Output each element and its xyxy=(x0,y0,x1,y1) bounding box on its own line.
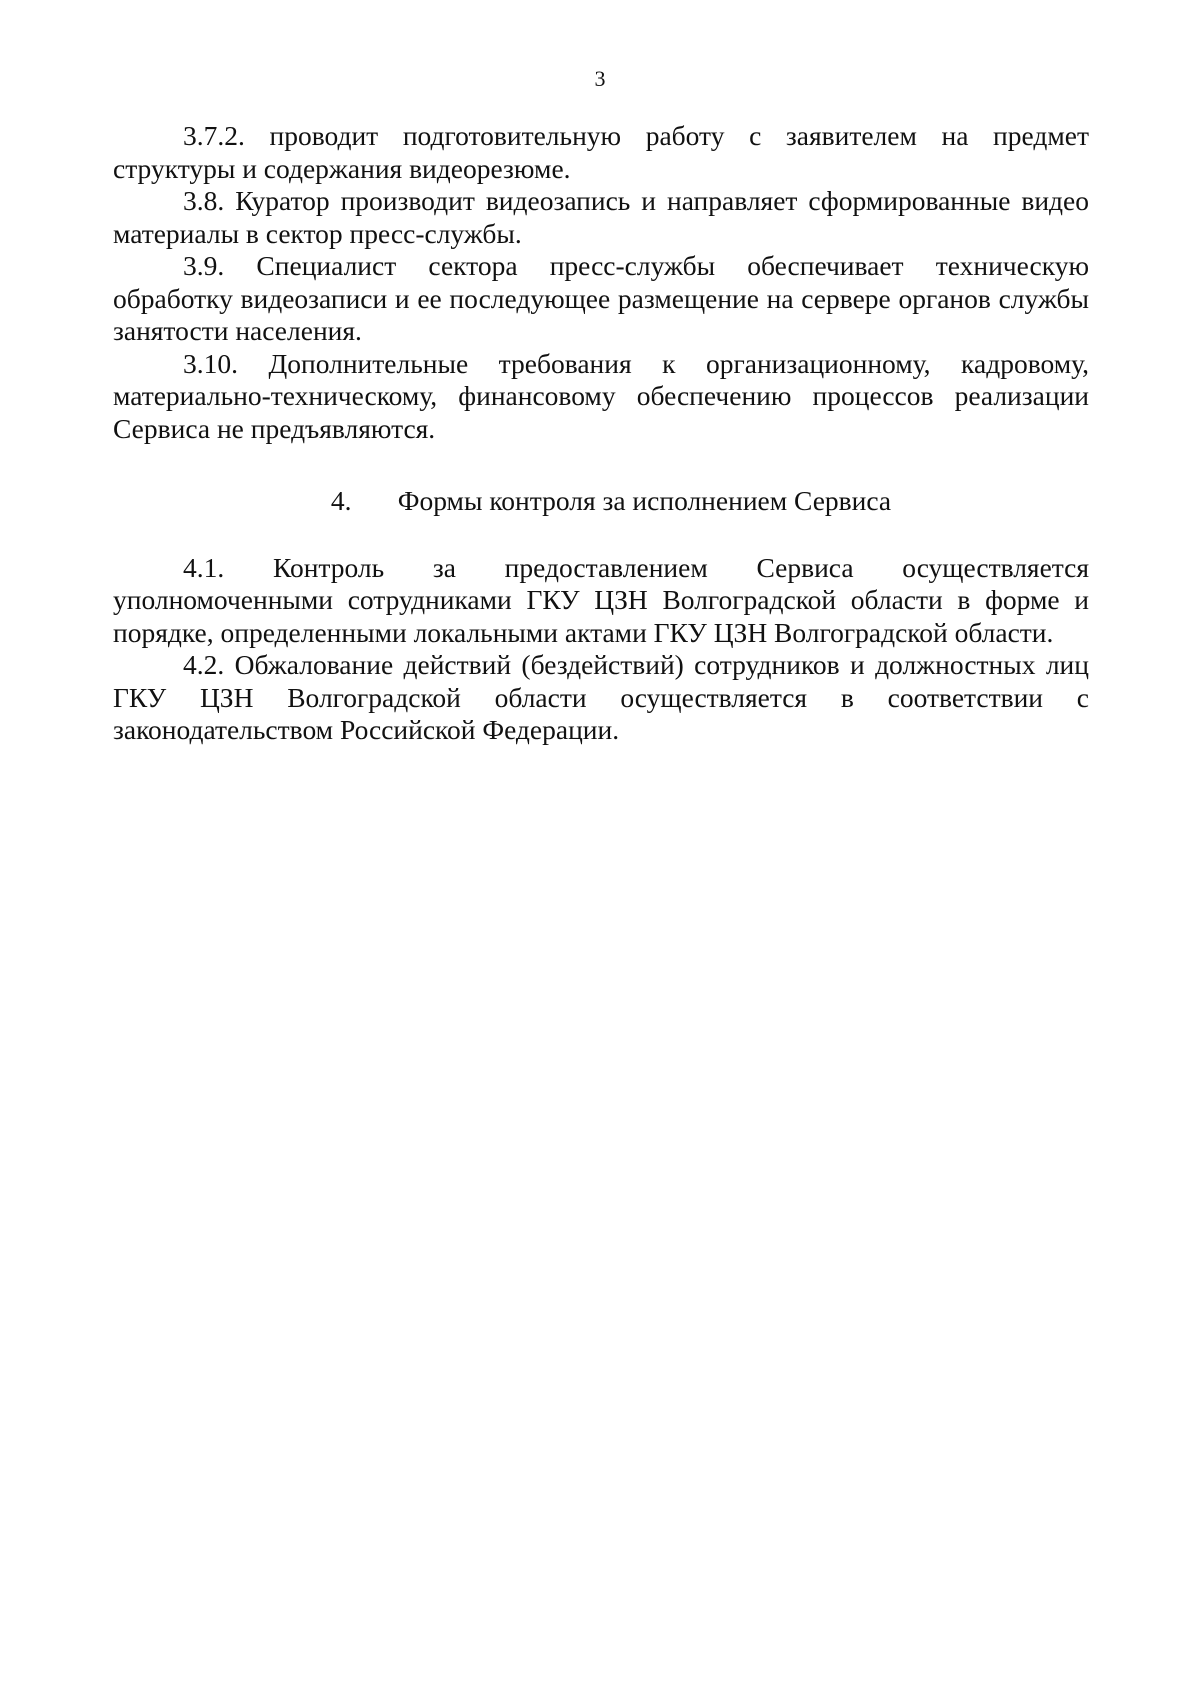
paragraph-4-2: 4.2. Обжалование действий (бездействий) сотрудников и должностных лиц ГКУ ЦЗН Волгоградской области осуществляется в соответствии с законодательством Российской Федерации. xyxy=(113,649,1089,745)
section-title: Формы контроля за исполнением Сервиса xyxy=(397,485,892,516)
document-body xyxy=(113,120,1089,747)
section-heading xyxy=(113,485,1089,518)
paragraph-3-10: 3.10. Дополнительные требования к организационному, кадровому, материально-техническому, финансовому обеспечению процессов реализации Сервиса не предъявляются. xyxy=(113,347,1089,444)
paragraph-4-1: 4.1. Контроль за предоставлением Сервиса осуществляется уполномоченными сотрудниками ГКУ ЦЗН Волгоградской области в форме и порядке, определенными локальными актами ГКУ ЦЗН Волгоградской области. xyxy=(113,551,1089,648)
section-number: 4. xyxy=(330,485,352,516)
paragraph-3-9: 3.9. Специалист сектора пресс-службы обеспечивает техническую обработку видеозаписи и ее последующее размещение на сервере органов службы занятости населения. xyxy=(113,250,1089,346)
paragraph-3-8: 3.8. Куратор производит видеозапись и направляет сформированные видео материалы в сектор пресс-службы. xyxy=(113,185,1089,249)
page-number: 3 xyxy=(594,66,606,91)
paragraph-3-7-2: 3.7.2. проводит подготовительную работу с заявителем на предмет структуры и содержания видеорезюме. xyxy=(113,120,1089,184)
